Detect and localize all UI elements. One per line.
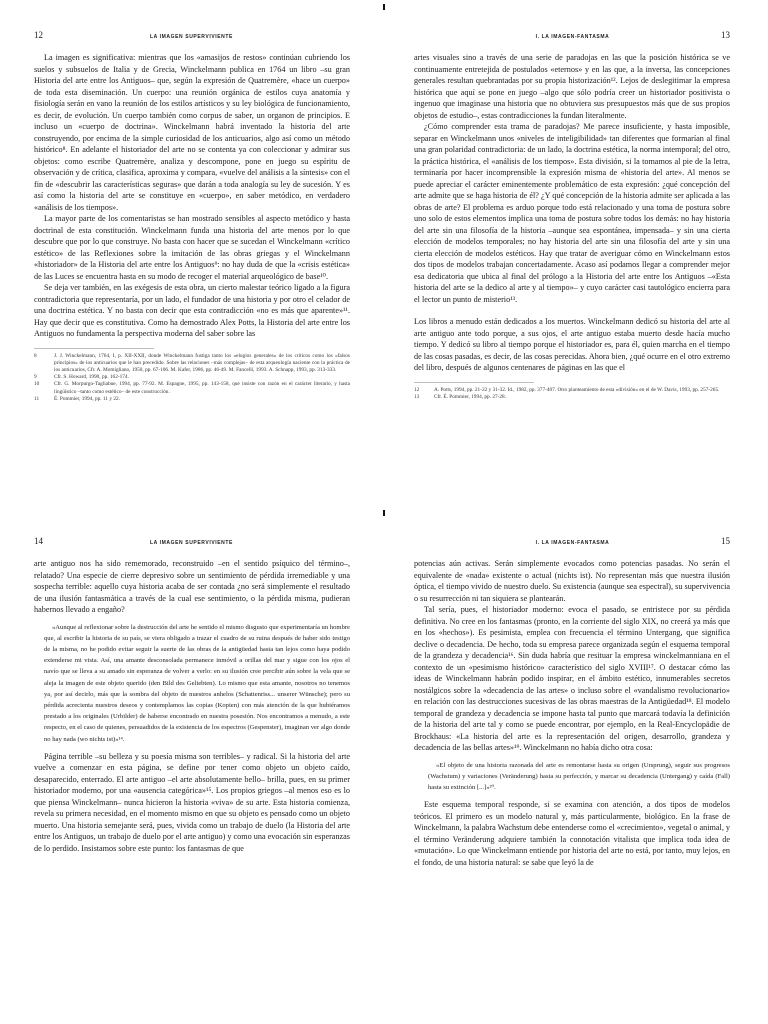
page-header [414,536,730,558]
paragraph: Los libros a menudo están dedicados a los muertos. Winckelmann dedicó su historia del arte al arte antiguo ante todo porque, a sus ojos, el arte antiguo estaba muerto desde hacía mucho tiempo. Y dedicó su libro al tiempo porque el historiador es, para él, quien marcha en el tiempo de las cosas pasadas, es decir, de las cosas perecidas. Ahora bien, ¿qué ocurre en el otro extremo del libro, después de algunos centenares de páginas en las que el [414,317,730,372]
paragraph: Página terrible –su belleza y su poesía misma son terribles– y radical. Si la historia del arte vuelve a comenzar en esta página, se define por tener como objeto un objeto caído, desaparecido, enterrado. El arte antiguo –el arte absolutamente bello– brilla, pues, en su primer historiador moderno, por una «ausencia categórica»¹⁵. Los propios griegos –al menos eso es lo que piensa Winckelmann– nunca hicieron la historia «viva» de su arte. Esta historia comienza, revela su primera necesidad, en el momento mismo en que su objeto es pensado como un objeto muerto. Una historia semejante será, pues, vivida como un trabajo de duelo (la Historia del arte entre los Antiguos, un trabajo de duelo por el arte antiguo) y como una evocación sin esperanzas de lo perdido. Insistamos sobre este punto: los fantasmas de que [34,751,350,853]
running-head: LA IMAGEN SUPERVIVIENTE [150,540,233,546]
footnote: 10 Cfr. G. Morpurgo-Tagliabue, 1994, pp. 77-92. M. Espagne, 1995, pp. 143-158, que insiste con razón en el carácter literario, y hasta lingüístico –tanto como estético– de este construcción. [34,381,350,395]
page-body [34,52,350,340]
paragraph: ¿Cómo comprender esta trama de paradojas? Me parece insuficiente, y hasta imposible, separar en Winckelmann unos «niveles de inteligibilidad» tan diferentes que formarían al final una gran polaridad contradictoria: de un lado, la doctrina estética, la norma intemporal; del otro, la práctica histórica, el «análisis de los tiempos». Esta división, si la tomamos al pie de la letra, terminaría por hacer incomprensible la expresión misma de «historia del arte». Al menos se puede apreciar el carácter eminentemente problemático de esta expresión: ¿qué concepción del arte admite que se haga historia de él? ¿Y qué concepción de la historia admite ser aplicada a las obras de arte? El problema es arduo porque todo está relacionado y una toma de postura sobre uno solo de estos elementos implica una toma de postura sobre todos los demás: no hay historia del arte sin una filosofía de la historia –aunque sea espontánea, impensada– y sin una cierta elección de modelos temporales; no hay historia del arte sin una filosofía del arte y sin una cierta elección de modelos estéticos. Hay que tratar de averiguar cómo en Winckelmann estos dos tipos de modelos trabajan concertadamente. Acaso así podamos llegar a comprender mejor esa dedicatoria que ubica al final del prólogo a la Historia del arte entre los Antiguos –«Esta historia del arte se la dedico al arte y al tiempo»– y cuyo carácter casi tautológico encierra para el lector un punto de misterio¹³. [414,122,730,304]
running-head: I. LA IMAGEN-FANTASMA [535,34,610,40]
paragraph: artes visuales sino a través de una serie de paradojas en las que la posición histórica se ve continuamente entretejida de postulados «eternos» y en las que, a la inversa, las concepciones generales resultan quebrantadas por su propia historización¹². Lejos de deslegitimar la empresa histórica que aquí se pone en juego –algo que sólo podría creer un historiador positivista o ingenuo que imaginase una historia que no obtuviera sus presupuestos más que de sus propios objetos de estudio–, estas contradicciones la fundan literalmente. [414,53,730,120]
page-number: 12 [34,30,43,40]
quote-text: «El objeto de una historia razonada del arte es remontarse hasta su origen (Ursprung), seguir sus progresos (Wachstum) y variaciones (Veränderung) hasta su perfección, y marcar su decadencia (Untergang) y caída (Fall) hasta su extinción [...]»²⁰. [428,761,730,791]
block-quote [414,760,730,794]
page-body [414,558,730,754]
paragraph: Se deja ver también, en las exégesis de esta obra, un cierto malestar teórico ligado a la figura contradictoria que representaría, por un lado, el fundador de una historia y por otro el celador de una doctrina estética. Y no basta con decir que esta contradicción «no es más que aparente»¹¹. Hay que decir que es constitutiva. Como ha demostrado Alex Potts, la Historia del arte entre los Antiguos no fundamenta la perspectiva moderna del saber sobre las [34,283,350,338]
crop-mark-middle [383,510,385,516]
footnote: 13 Cfr. É. Pommier, 1994, pp. 27-28. [414,393,507,400]
page-13 [414,30,730,401]
footnotes [414,382,730,401]
page-header [34,30,350,52]
page-15 [414,536,730,868]
running-head: I. LA IMAGEN-FANTASMA [535,540,610,546]
footnote: 9 Cfr. S. Howard, 1990, pp. 162-174. [34,374,129,381]
page-number: 14 [34,536,43,546]
running-head: LA IMAGEN SUPERVIVIENTE [150,34,233,40]
page-header [414,30,730,52]
paragraph: arte antiguo nos ha sido rememorado, reconstruido –en el sentido psíquico del término–, relatado? Una especie de cierre depresivo sobre un sentimiento de pérdida irremediable y una sospecha terrible: aquello cuya historia acaba de ser contada ¿no será simplemente el resultado de una ilusión fantasmática a través de la cual ese sentimiento, o la pérdida misma, pudieran habernos llevado a engaño? [34,559,350,614]
footnote: 11 É. Pommier, 1994, pp. 11 y 22. [34,395,120,402]
page-body [34,558,350,616]
footnote-rule [34,348,154,349]
page-number: 15 [721,536,730,546]
block-quote [34,622,350,745]
page-12 [34,30,350,403]
paragraph: La imagen es significativa: mientras que los «amasijos de restos» continúan cubriendo los suelos y subsuelos de Italia y de Grecia, Winckelmann publica en 1764 un libro –su gran Historia del arte entre los Antiguos– que, según la expresión de Quatremère, «hace un cuerpo» de toda esta diseminación. Un cuerpo: una reunión orgánica de estilos cuya anatomía y fisiología serán en vano la reunión de los estilos artísticos y su ley biológica de funcionamiento, es decir, de evolución. Un cuerpo también como corpus de saber, un organon de principios. E incluso un «cuerpo de doctrina». Winckelmann habrá inventado la historia del arte construyendo, por encima de la simple curiosidad de los anticuarios, algo así como un método histórico⁸. En adelante el historiador del arte no se contenta ya con coleccionar y admirar sus objetos: como escribe Quatremère, analiza y descompone, pone en juego su espíritu de observación y de crítica, clasifica, aproxima y compara, «vuelve del análisis a la síntesis» con el fin de «descubrir las características seguras» que darán a toda analogía su ley de sucesión. Y es así como la historia del arte se constituye en «cuerpo», en saber metódico, en verdadero «análisis de los tiempos». [34,53,350,212]
footnote-rule [414,382,534,383]
page-header [34,536,350,558]
paragraph: potencias aún activas. Serán simplemente evocados como potencias pasadas. No serán el equivalente de «nada» existente o actual (nichts ist). No representan más que nuestra ilusión óptica, el tiempo vivido de nuestro duelo. Su existencia (aunque sea espectral), su supervivencia o su resurrección ni tan siquiera se plantearán. [414,559,730,603]
footnotes [34,348,350,403]
quote-text: «Aunque al reflexionar sobre la destrucción del arte he sentido el mismo disgusto que experimentaría un hombre que, al escribir la historia de su país, se viera obligado a trazar el cuadro de su ruina después de haber sido testigo de la misma, no he podido evitar seguir la suerte de las obras de la antigüedad hasta tan lejos como haya podido extenderse mi vista. Así, una amante desconsolada permanece inmóvil a orillas del mar y sigue con los ojos el navío que se lleva a su amado sin esperanza de volver a verlo: en su ilusión cree percibir aún sobre la vela que se aleja la imagen de este objeto querido (den Bild des Geliebten). Lo mismo que esta amante, nosotros no tenemos ya, por así decirlo, más que la sombra del objeto de nuestros anhelos (Schattenriss... unserer Wünsche); pero su pérdida acrecienta nuestros deseos y contemplamos las copias (Kopien) con más atención de la que hubiéramos prestado a los originales (Urbilder) de haberse encontrado en nuestra posesión. Nos encontramos a menudo, a este respecto, en el caso de quienes, persuadidos de la existencia de los espectros (Gespenster), imaginan ver algo donde no hay nada (wo nichts ist)»¹⁴. [44,623,350,743]
page-body [414,52,730,374]
paragraph: Este esquema temporal responde, si se examina con atención, a dos tipos de modelos teóricos. El primero es un modelo natural y, más particularmente, biológico. En la frase de Winckelmann, la palabra Wachstum debe entenderse como el «crecimiento», vegetal o animal, y el término Veränderung adquiere también la connotación vitalista que implica toda idea de «mutación». Lo que Winckelmann entiende por historia del arte no está, por tanto, muy lejos, en el fondo, de una historia natural: se sabe que leyó la de [414,800,730,867]
page-number: 13 [721,30,730,40]
page-body-continued [34,751,350,855]
page-body-continued [414,799,730,868]
crop-mark-top [383,4,385,10]
footnote: 8 J. J. Winckelmann, 1764, I, p. XII-XXII, donde Winckelmann fustiga tanto los «elogios generales» de los críticos como los «falsos principios» de los anticuarios que le han precedido. Sobre las relaciones –más complejas– de esta arqueología naciente con la práctica de los anticuarios, Cfr. A. Momigliano, 1950, pp. 67-106. M. Kafer, 1986, pp. 46-49. M. Fancelli, 1993. A. Schnapp, 1993, pp. 313-333. [34,352,350,373]
page-14 [34,536,350,854]
paragraph: Tal sería, pues, el historiador moderno: evoca el pasado, se entristece por su pérdida definitiva. No cree en los fantasmas (pronto, en la corriente del siglo XIX, no creerá ya más que en los «hechos»). Es pesimista, emplea con frecuencia el término Untergang, que significa declive o decadencia. De hecho, toda su empresa parece organizada según el esquema temporal de la grandeza y decadencia¹⁶. Sin duda habría que resituar la empresa winckelmanniana en el contexto de un «pesimismo histórico» característico del siglo XVIII¹⁷. O destacar cómo las ideas de Winckelmann habrán podido inspirar, en el ámbito estético, innumerables secretos nostálgicos sobre la «decadencia de las artes» o incluso sobre el «vandalismo revolucionario» en relación con las destrucciones sucesivas de las obras maestras de la Antigüedad¹⁸. El modelo temporal de grandeza y decadencia se impone hasta tal punto que marcará todavía la definición de la historia del arte tal y como se puede encontrar, por ejemplo, en la Real-Encyclopädie de Brockhaus: «La historia del arte es la representación del origen, desarrollo, grandeza y decadencia de las bellas artes»¹⁹. Winckelmann no había dicho otra cosa: [414,605,730,752]
paragraph: La mayor parte de los comentaristas se han mostrado sensibles al aspecto metódico y hasta doctrinal de esta constitución. Winckelmann funda una historia del arte menos por lo que descubre que por lo que construye. No basta con hacer que se sucedan el Winckelmann «crítico estético» de las Reflexiones sobre la imitación de las obras griegas y el Winckelmann «historiador» de la Historia del arte entre los Antiguos⁹: no hay duda de que la «crisis estética» de las Luces se encuentra hasta en su modo de recoger el material arqueológico de base¹⁰. [34,214,350,281]
footnote: 12 A. Potts, 1994, pp. 21-22 y 31-32. Id., 1982, pp. 377-407. Otro planteamiento de esta «división» en el de W. Davis, 1993, pp. 257-265. [414,386,720,393]
